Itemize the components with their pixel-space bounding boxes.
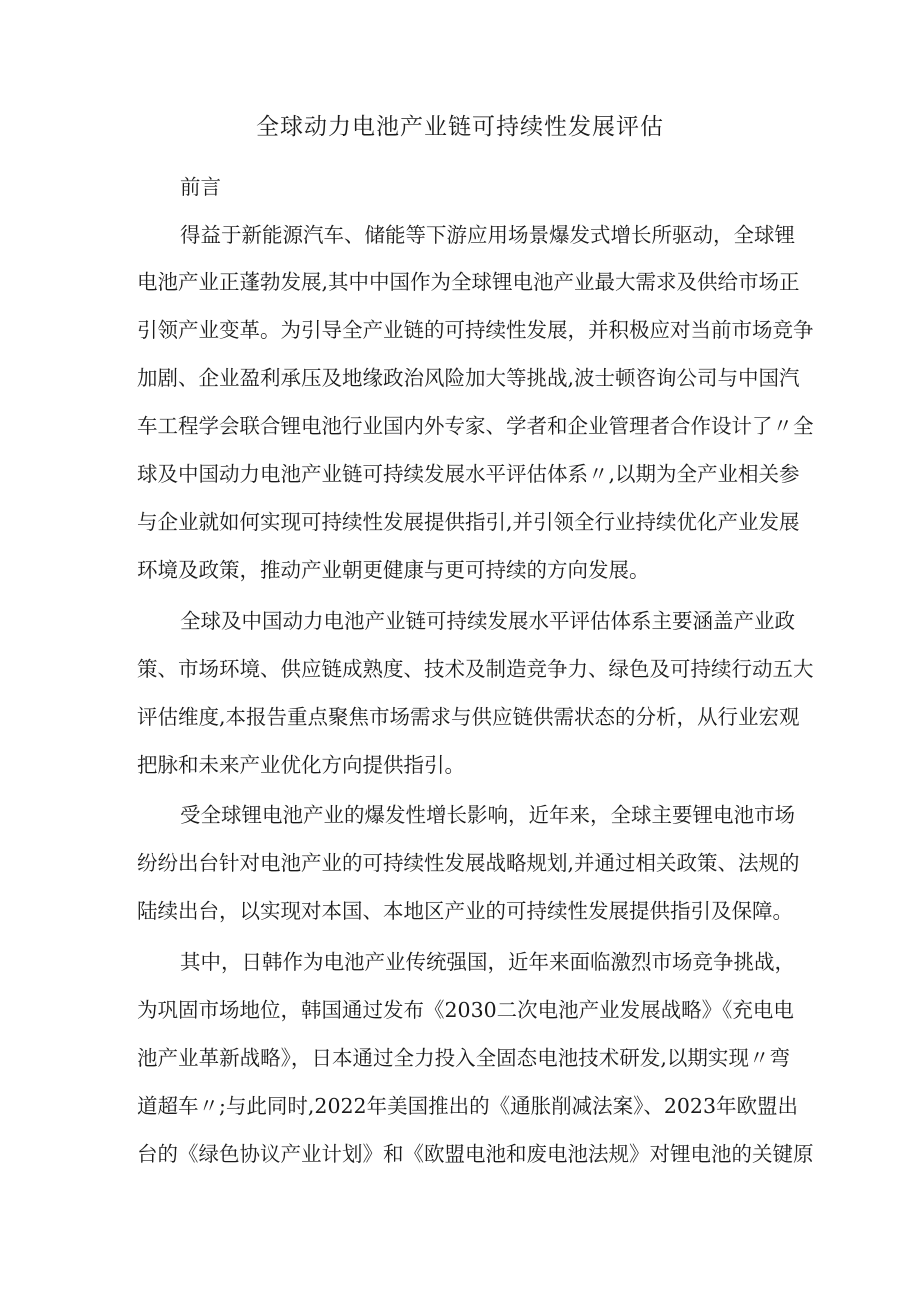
paragraph-line: 电池产业正蓬勃发展,其中中国作为全球锂电池产业最大需求及供给市场正 [137,270,800,294]
paragraph-line: 为巩固市场地位，韩国通过发布《2030二次电池产业发展战略》《充电电 [137,998,794,1022]
paragraph-line: 车工程学会联合锂电池行业国内外专家、学者和企业管理者合作设计了〃全 [137,414,814,438]
paragraph-line: 陆续出台，以实现对本国、本地区产业的可持续性发展提供指引及保障。 [137,899,793,923]
paragraph-line: 纷纷出台针对电池产业的可持续性发展战略规划,并通过相关政策、法规的 [137,851,800,875]
paragraph-line: 环境及政策，推动产业朝更健康与更可持续的方向发展。 [137,558,650,582]
paragraph-line: 策、市场环境、供应链成熟度、技术及制造竞争力、绿色及可持续行动五大 [137,657,814,681]
paragraph-line: 球及中国动力电池产业链可持续发展水平评估体系〃,以期为全产业相关参 [137,462,800,486]
preface-heading: 前言 [180,175,221,199]
paragraph-line: 把脉和未来产业优化方向提供指引。 [137,753,465,777]
document-title: 全球动力电池产业链可持续性发展评估 [256,114,664,140]
paragraph-line: 引领产业变革。为引导全产业链的可持续性发展，并积极应对当前市场竞争 [137,318,814,342]
paragraph-line: 与企业就如何实现可持续性发展提供指引,并引领全行业持续优化产业发展 [137,510,800,534]
paragraph-line: 道超车〃;与此同时,2022年美国推出的《通胀削减法案》、2023年欧盟出 [137,1094,799,1118]
paragraph-line: 台的《绿色协议产业计划》和《欧盟电池和废电池法规》对锂电池的关键原 [137,1142,814,1166]
paragraph-line: 其中，日韩作为电池产业传统强国，近年来面临激烈市场竞争挑战， [180,950,795,974]
paragraph-line: 评估维度,本报告重点聚焦市场需求与供应链供需状态的分析，从行业宏观 [137,705,800,729]
paragraph-line: 受全球锂电池产业的爆发性增长影响，近年来，全球主要锂电池市场 [180,803,795,827]
paragraph-line: 全球及中国动力电池产业链可持续发展水平评估体系主要涵盖产业政 [180,609,795,633]
paragraph-line: 加剧、企业盈利承压及地缘政治风险加大等挑战,波士顿咨询公司与中国汽 [137,366,800,390]
paragraph-line: 得益于新能源汽车、储能等下游应用场景爆发式增长所驱动，全球锂 [180,223,795,247]
paragraph-line: 池产业革新战略》，日本通过全力投入全固态电池技术研发,以期实现〃弯 [137,1046,790,1070]
